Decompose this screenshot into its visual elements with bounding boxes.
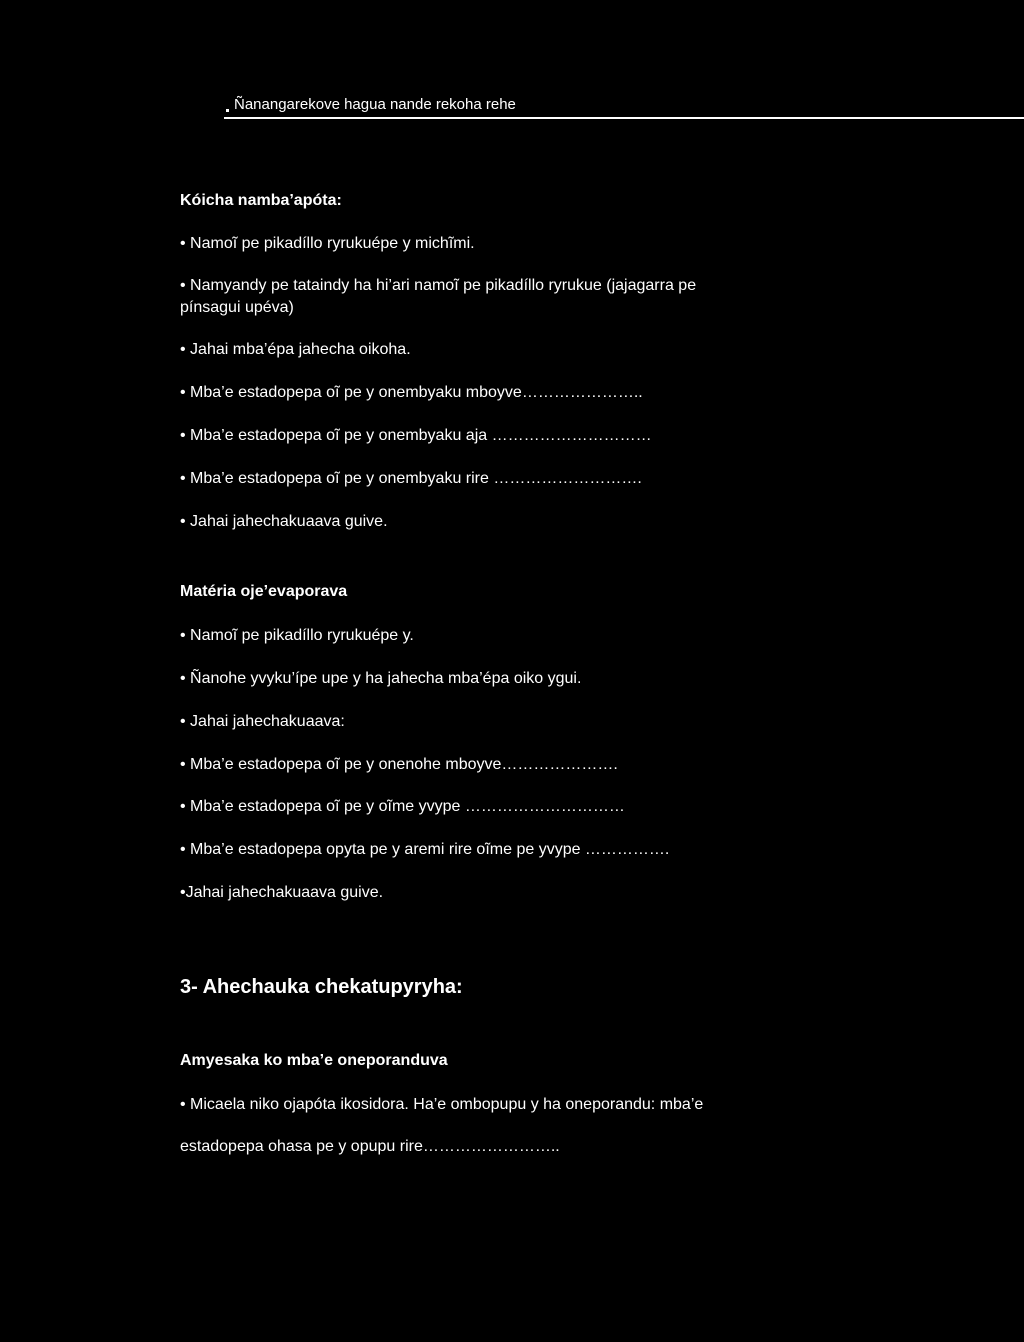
list-item: • Mba’e estadopepa oĩ pe y onembyaku aja ………………………… xyxy=(180,427,652,444)
question-text-continuation: estadopepa ohasa pe y opupu rire…………………….. xyxy=(180,1138,560,1155)
list-item: • Mba’e estadopepa oĩ pe y onenohe mboyve…………………. xyxy=(180,756,618,773)
subheading-question: Amyesaka ko mba’e oneporanduva xyxy=(180,1052,448,1069)
section-heading-procedure: Kóicha namba’apóta: xyxy=(180,192,342,209)
list-item: • Mba’e estadopepa oĩ pe y onembyaku mboyve………………….. xyxy=(180,384,643,401)
page-header xyxy=(224,95,1024,119)
list-item: • Jahai mba’épa jahecha oikoha. xyxy=(180,341,411,358)
list-item: • Namoĩ pe pikadíllo ryrukuépe y michĩmi. xyxy=(180,235,475,252)
list-item: •Jahai jahechakuaava guive. xyxy=(180,884,384,901)
section-heading-evaporation: Matéria oje’evaporava xyxy=(180,583,348,600)
section-heading-skills: 3- Ahechauka chekatupyryha: xyxy=(180,976,463,998)
question-text: • Micaela niko ojapóta ikosidora. Ha’e ombopupu y ha oneporandu: mba’e xyxy=(180,1096,704,1113)
list-item: • Mba’e estadopepa opyta pe y aremi rire oĩme pe yvype ……………. xyxy=(180,841,670,858)
list-item: • Jahai jahechakuaava guive. xyxy=(180,513,388,530)
header-mark xyxy=(226,109,229,112)
list-item: • Ñanohe yvyku’ípe upe y ha jahecha mba’épa oiko ygui. xyxy=(180,670,582,687)
list-item: • Namyandy pe tataindy ha hi’ari namoĩ pe pikadíllo ryrukue (jajagarra pe xyxy=(180,277,697,294)
list-item: • Namoĩ pe pikadíllo ryrukuépe y. xyxy=(180,627,414,644)
list-item-continuation: pínsagui upéva) xyxy=(180,299,294,316)
list-item: • Mba’e estadopepa oĩ pe y onembyaku rire ………………………. xyxy=(180,470,642,487)
list-item: • Mba’e estadopepa oĩ pe y oĩme yvype ………………………… xyxy=(180,798,625,815)
header-title: Ñanangarekove hagua nande rekoha rehe xyxy=(234,96,516,113)
list-item: • Jahai jahechakuaava: xyxy=(180,713,345,730)
